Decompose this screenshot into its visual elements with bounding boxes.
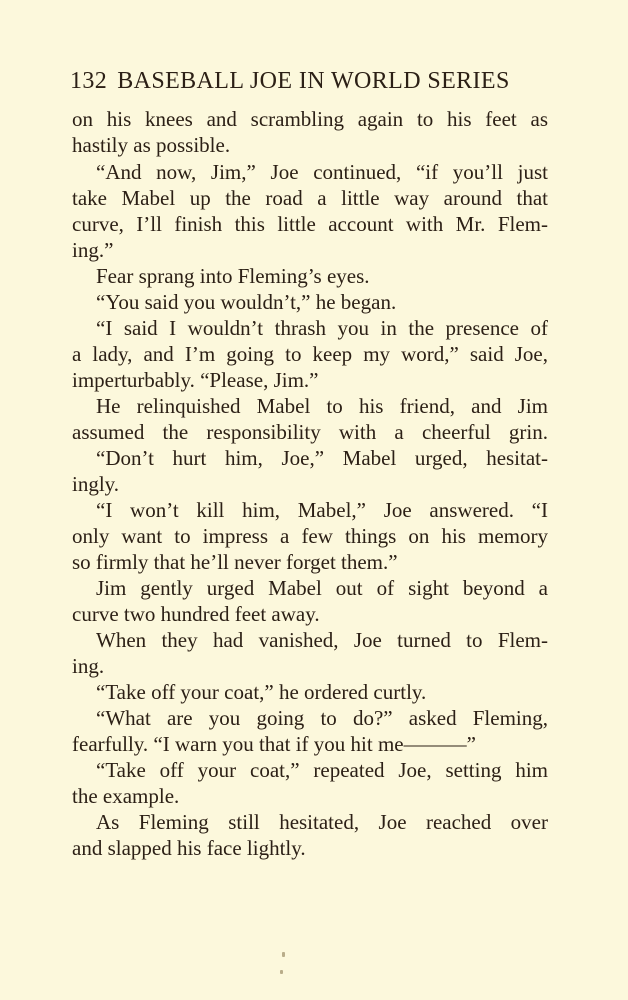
text-line: “Don’t hurt him, Joe,” Mabel urged, hesitat- (96, 446, 548, 470)
page-number: 132 (70, 68, 108, 94)
body-text (72, 104, 548, 861)
text-line: on his knees and scrambling again to his feet as (72, 107, 548, 131)
text-line: When they had vanished, Joe turned to Flem- (96, 628, 548, 652)
text-line: Fear sprang into Fleming’s eyes. (96, 264, 370, 288)
text-line: so firmly that he’ll never forget them.” (72, 550, 398, 574)
text-line: take Mabel up the road a little way around that (72, 186, 548, 210)
text-line: “And now, Jim,” Joe continued, “if you’ll just (96, 160, 548, 184)
text-line: “Take off your coat,” repeated Joe, setting him (96, 758, 548, 782)
text-line: ing.” (72, 238, 114, 262)
text-line: only want to impress a few things on his memory (72, 524, 548, 548)
text-line: fearfully. “I warn you that if you hit me———” (72, 732, 476, 756)
text-line: Jim gently urged Mabel out of sight beyond a (96, 576, 548, 600)
text-line: curve, I’ll finish this little account with Mr. Flem- (72, 212, 548, 236)
text-line: As Fleming still hesitated, Joe reached over (96, 810, 548, 834)
text-line: “I won’t kill him, Mabel,” Joe answered. “I (96, 498, 548, 522)
running-title: BASEBALL JOE IN WORLD SERIES (117, 68, 510, 94)
text-line: “I said I wouldn’t thrash you in the presence of (96, 316, 548, 340)
text-line: ing. (72, 654, 105, 678)
text-line: hastily as possible. (72, 133, 231, 157)
paper-speck (282, 952, 285, 957)
running-head (70, 66, 550, 96)
text-line: assumed the responsibility with a cheerful grin. (72, 420, 548, 444)
text-line: ingly. (72, 472, 120, 496)
text-line: curve two hundred feet away. (72, 602, 320, 626)
text-line: “Take off your coat,” he ordered curtly. (96, 680, 427, 704)
text-line: and slapped his face lightly. (72, 836, 306, 860)
text-line: He relinquished Mabel to his friend, and Jim (96, 394, 548, 418)
text-line: imperturbably. “Please, Jim.” (72, 368, 319, 392)
text-line: the example. (72, 784, 180, 808)
text-line: a lady, and I’m going to keep my word,” said Joe, (72, 342, 548, 366)
text-line: “What are you going to do?” asked Fleming, (96, 706, 548, 730)
paper-specks (278, 950, 290, 978)
paper-speck (280, 970, 283, 974)
text-line: “You said you wouldn’t,” he began. (96, 290, 397, 314)
